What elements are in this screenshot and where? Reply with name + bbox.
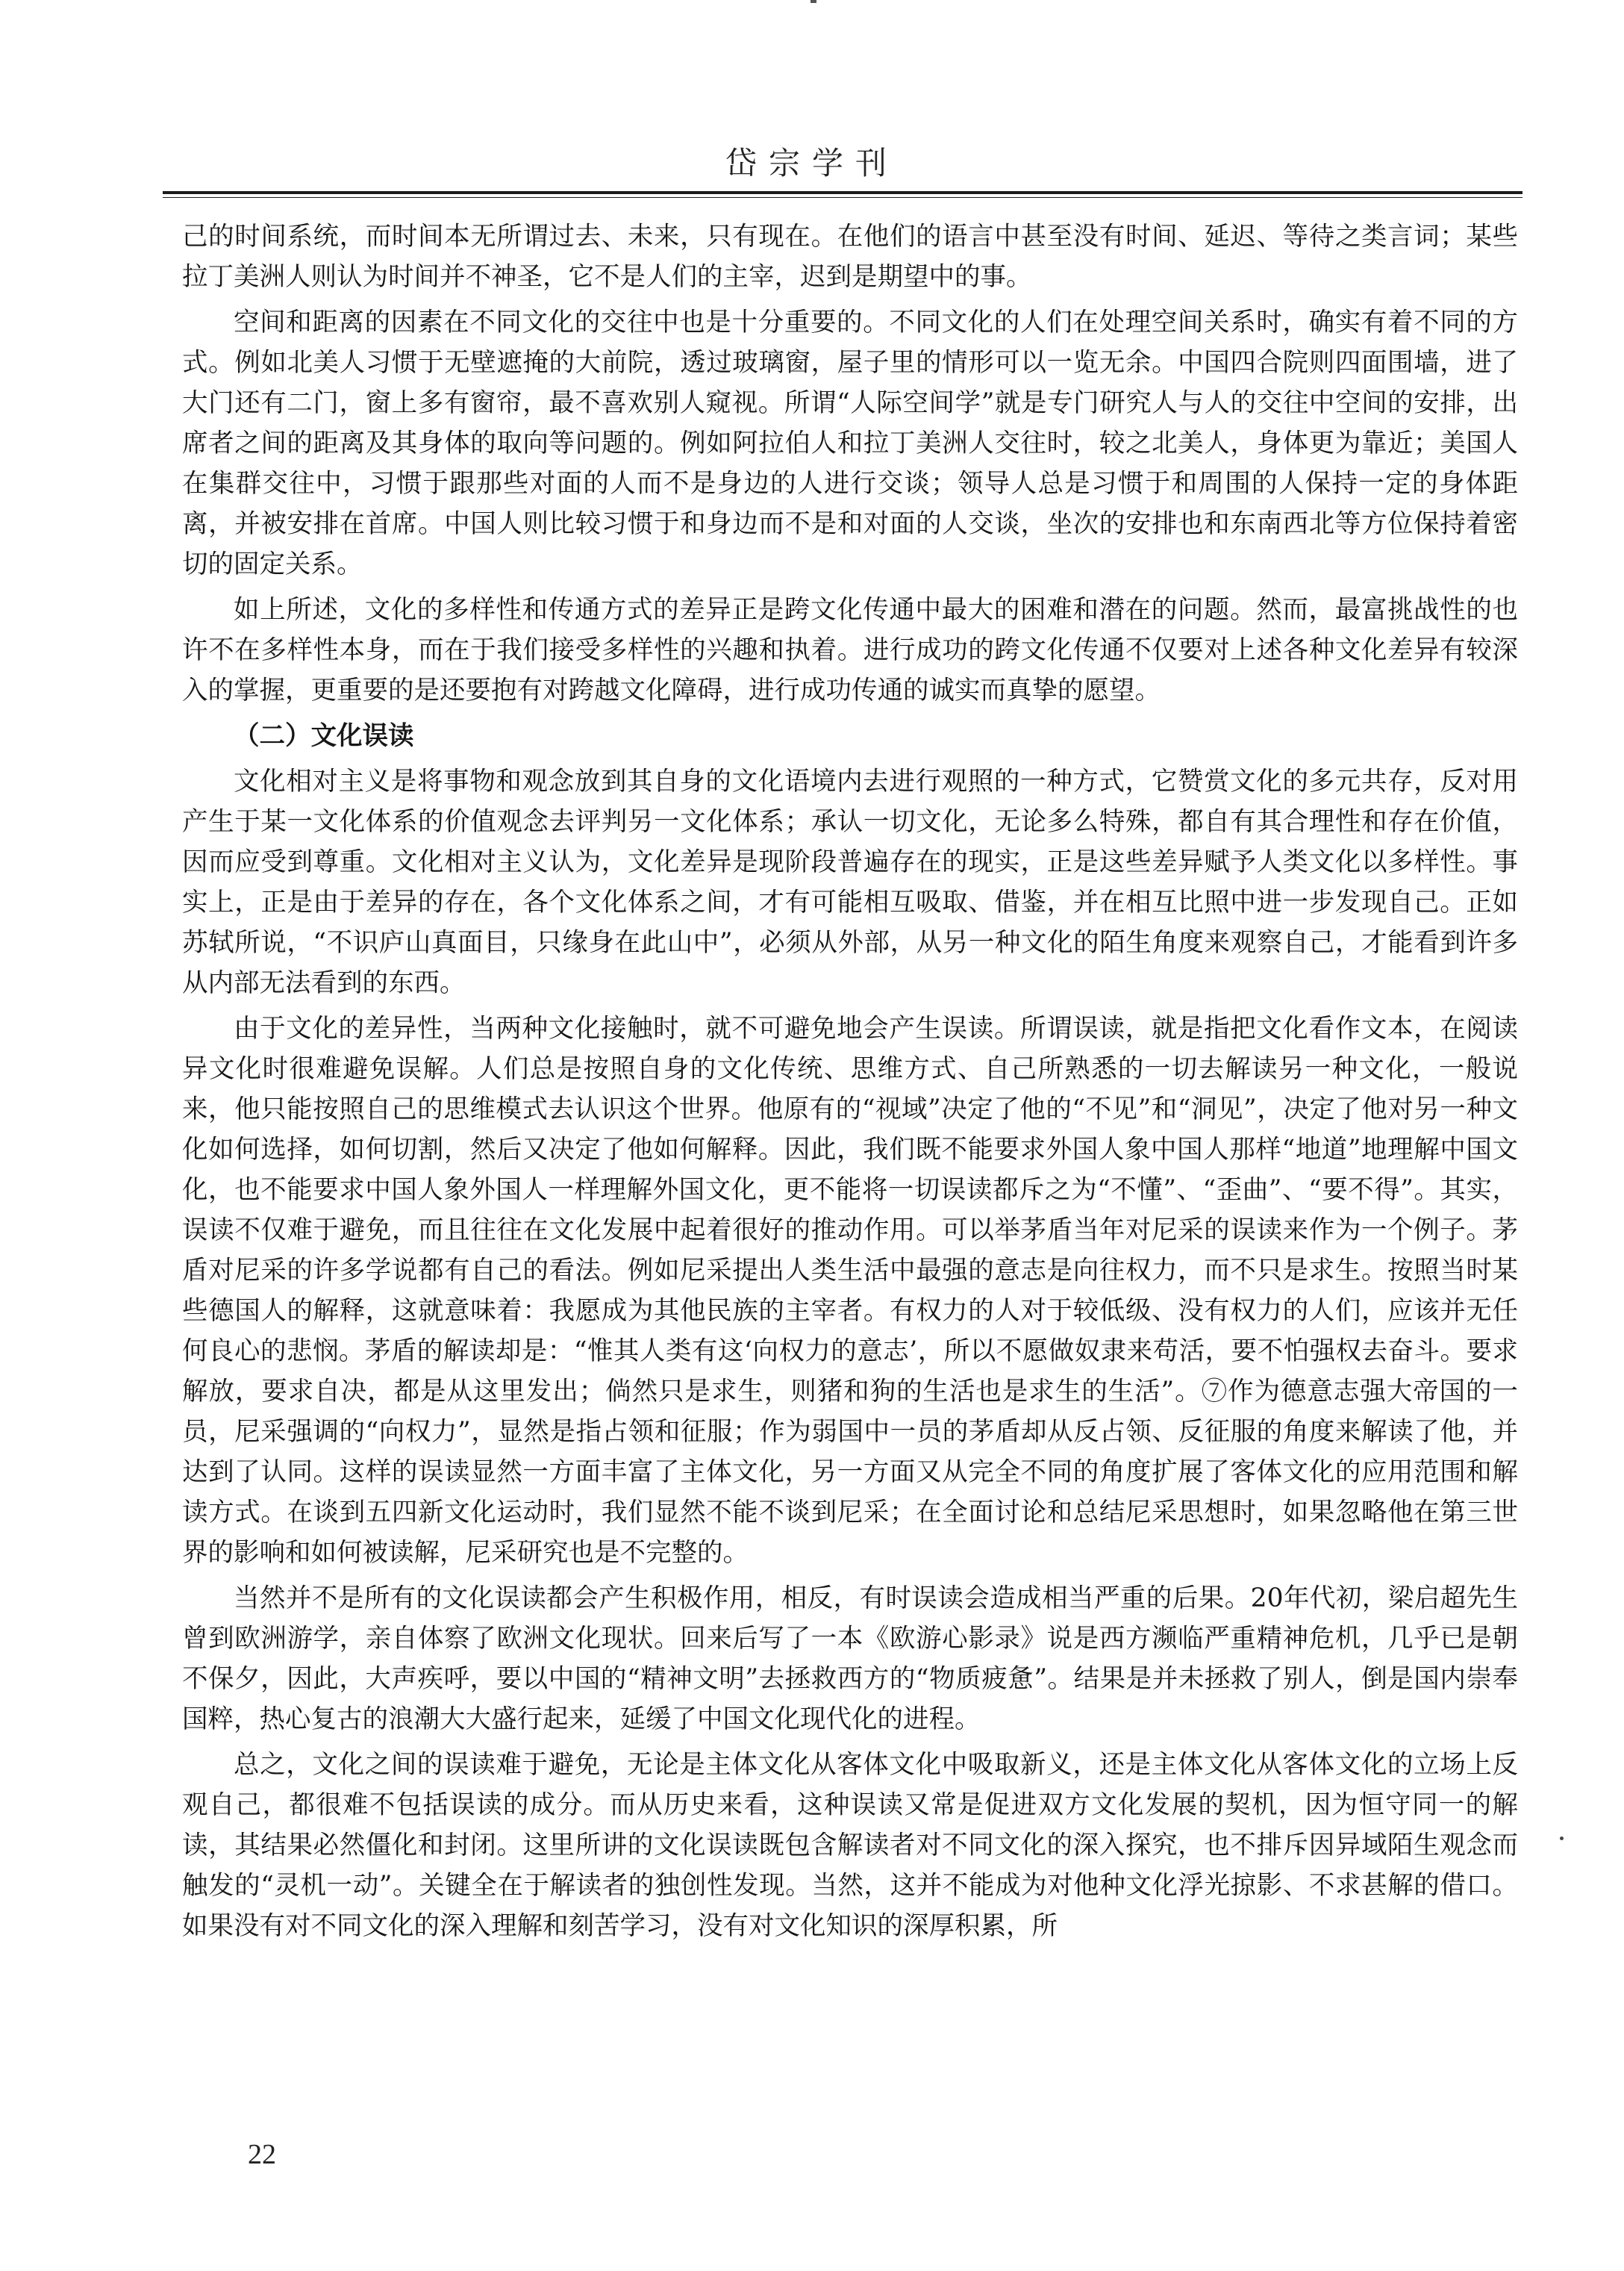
paragraph: 己的时间系统，而时间本无所谓过去、未来，只有现在。在他们的语言中甚至没有时间、延迟、等待之类言词；某些拉丁美洲人则认为时间并不神圣，它不是人们的主宰，迟到是期望中的事。 bbox=[182, 222, 1518, 292]
header-rule-thin bbox=[163, 197, 1522, 198]
scan-speck bbox=[1560, 1837, 1564, 1840]
header-rule-thick bbox=[163, 191, 1522, 194]
journal-title: 岱宗学刊 bbox=[725, 145, 899, 181]
paragraph: 空间和距离的因素在不同文化的交往中也是十分重要的。不同文化的人们在处理空间关系时，确实有着不同的方式。例如北美人习惯于无壁遮掩的大前院，透过玻璃窗，屋子里的情形可以一览无余。中国四合院则四面围墙，进了大门还有二门，窗上多有窗帘，最不喜欢别人窥视。所谓“人际空间学”就是专门研究人与人的交往中空间的安排，出席者之间的距离及其身体的取向等问题的。例如阿拉伯人和拉丁美洲人交往时，较之北美人，身体更为靠近；美国人在集群交往中，习惯于跟那些对面的人而不是身边的人进行交谈；领导人总是习惯于和周围的人保持一定的身体距离，并被安排在首席。中国人则比较习惯于和身边而不是和对面的人交谈，坐次的安排也和东南西北等方位保持着密切的固定关系。 bbox=[182, 308, 1518, 579]
page-number: 22 bbox=[248, 2139, 276, 2170]
scan-mark bbox=[811, 0, 816, 3]
paragraph: 如上所述，文化的多样性和传通方式的差异正是跨文化传通中最大的困难和潜在的问题。然而，最富挑战性的也许不在多样性本身，而在于我们接受多样性的兴趣和执着。进行成功的跨文化传通不仅要对上述各种文化差异有较深入的掌握，更重要的是还要抱有对跨越文化障碍，进行成功传通的诚实而真挚的愿望。 bbox=[182, 595, 1518, 705]
section-heading: （二）文化误读 bbox=[234, 721, 414, 751]
paragraph: 当然并不是所有的文化误读都会产生积极作用，相反，有时误读会造成相当严重的后果。20年代初，梁启超先生曾到欧洲游学，亲自体察了欧洲文化现状。回来后写了一本《欧游心影录》说是西方濒临严重精神危机，几乎已是朝不保夕，因此，大声疾呼，要以中国的“精神文明”去拯救西方的“物质疲惫”。结果是并未拯救了别人，倒是国内崇奉国粹，热心复古的浪潮大大盛行起来，延缓了中国文化现代化的进程。 bbox=[182, 1583, 1518, 1734]
paragraph: 由于文化的差异性，当两种文化接触时，就不可避免地会产生误读。所谓误读，就是指把文化看作文本，在阅读异文化时很难避免误解。人们总是按照自身的文化传统、思维方式、自己所熟悉的一切去解读另一种文化，一般说来，他只能按照自己的思维模式去认识这个世界。他原有的“视域”决定了他的“不见”和“洞见”，决定了他对另一种文化如何选择，如何切割，然后又决定了他如何解释。因此，我们既不能要求外国人象中国人那样“地道”地理解中国文化，也不能要求中国人象外国人一样理解外国文化，更不能将一切误读都斥之为“不懂”、“歪曲”、“要不得”。其实，误读不仅难于避免，而且往往在文化发展中起着很好的推动作用。可以举茅盾当年对尼采的误读来作为一个例子。茅盾对尼采的许多学说都有自己的看法。例如尼采提出人类生活中最强的意志是向往权力，而不只是求生。按照当时某些德国人的解释，这就意味着：我愿成为其他民族的主宰者。有权力的人对于较低级、没有权力的人们，应该并无任何良心的悲悯。茅盾的解读却是：“惟其人类有这‘向权力的意志’，所以不愿做奴隶来苟活，要不怕强权去奋斗。要求解放，要求自决，都是从这里发出；倘然只是求生，则猪和狗的生活也是求生的生活”。⑦作为德意志强大帝国的一员，尼采强调的“向权力”，显然是指占领和征服；作为弱国中一员的茅盾却从反占领、反征服的角度来解读了他，并达到了认同。这样的误读显然一方面丰富了主体文化，另一方面又从完全不同的角度扩展了客体文化的应用范围和解读方式。在谈到五四新文化运动时，我们显然不能不谈到尼采；在全面讨论和总结尼采思想时，如果忽略他在第三世界的影响和如何被读解，尼采研究也是不完整的。 bbox=[182, 1014, 1518, 1568]
paragraph: 总之，文化之间的误读难于避免，无论是主体文化从客体文化中吸取新义，还是主体文化从客体文化的立场上反观自己，都很难不包括误读的成分。而从历史来看，这种误读又常是促进双方文化发展的契机，因为恒守同一的解读，其结果必然僵化和封闭。这里所讲的文化误读既包含解读者对不同文化的深入探究，也不排斥因异域陌生观念而触发的“灵机一动”。关键全在于解读者的独创性发现。当然，这并不能成为对他种文化浮光掠影、不求甚解的借口。如果没有对不同文化的深入理解和刻苦学习，没有对文化知识的深厚积累，所 bbox=[182, 1750, 1518, 1941]
paragraph: 文化相对主义是将事物和观念放到其自身的文化语境内去进行观照的一种方式，它赞赏文化的多元共存，反对用产生于某一文化体系的价值观念去评判另一文化体系；承认一切文化，无论多么特殊，都自有其合理性和存在价值，因而应受到尊重。文化相对主义认为，文化差异是现阶段普遍存在的现实，正是这些差异赋予人类文化以多样性。事实上，正是由于差异的存在，各个文化体系之间，才有可能相互吸取、借鉴，并在相互比照中进一步发现自己。正如苏轼所说，“不识庐山真面目，只缘身在此山中”，必须从外部，从另一种文化的陌生角度来观察自己，才能看到许多从内部无法看到的东西。 bbox=[182, 767, 1518, 998]
article-body bbox=[182, 216, 1518, 1951]
